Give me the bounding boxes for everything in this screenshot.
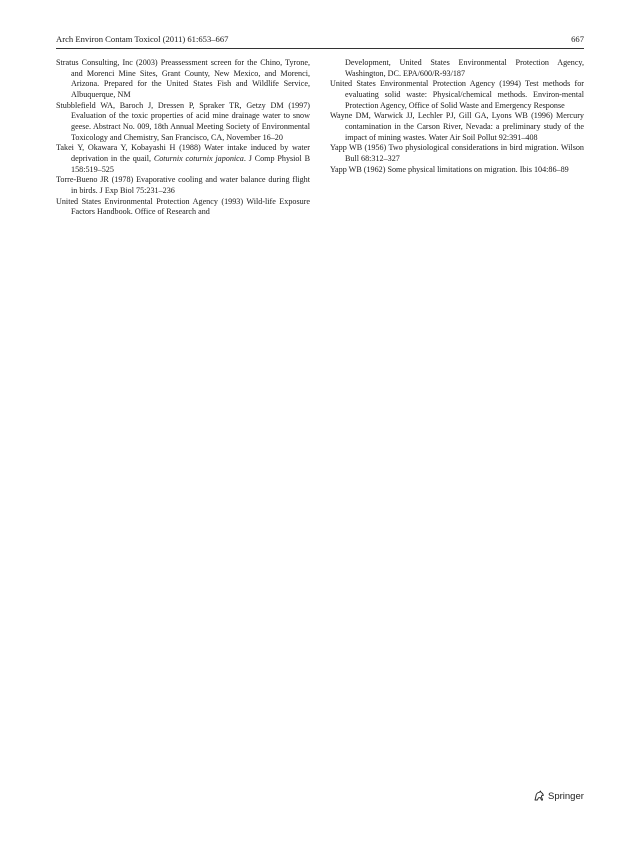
species-name: Coturnix coturnix japonica [153, 153, 244, 163]
reference-text: Takei Y, Okawara Y, Kobayashi H (1988) Water intake induced by water deprivation in the quail, [56, 143, 310, 163]
reference-entry: Wayne DM, Warwick JJ, Lechler PJ, Gill GA, Lyons WB (1996) Mercury contamination in the Carson River, Nevada: a preliminary study of the impact of mining wastes. Water Air Soil Pollut 92:391–408 [330, 111, 584, 142]
publisher-name: Springer [548, 790, 584, 802]
springer-horse-icon [533, 790, 545, 802]
header-rule [56, 48, 584, 49]
reference-entry: Stratus Consulting, Inc (2003) Preassessment screen for the Chino, Tyrone, and Morenci Mine Sites, Grant County, New Mexico, and Morenci, Arizona. Prepared for the United States Fish and Wildlife Service, Albuquerque, NM [56, 58, 310, 99]
reference-entry: United States Environmental Protection Agency (1993) Wild-life Exposure Factors Handbook. Office of Research and [56, 196, 310, 217]
reference-entry: Stubblefield WA, Baroch J, Dressen P, Spraker TR, Getzy DM (1997) Evaluation of the toxic properties of acid mine drainage water to snow geese. Abstract No. 009, 18th Annual Meeting Society of Environmental Toxicology and Chemistry, San Francisco, CA, November 16–20 [56, 100, 310, 142]
page-number: 667 [571, 34, 584, 44]
running-header [56, 32, 584, 46]
references-column-right [330, 58, 584, 175]
reference-entry-continuation: Development, United States Environmental Protection Agency, Washington, DC. EPA/600/R-93/187 [345, 58, 584, 78]
journal-citation: Arch Environ Contam Toxicol (2011) 61:653–667 [56, 34, 229, 44]
reference-entry: Torre-Bueno JR (1978) Evaporative cooling and water balance during flight in birds. J Exp Biol 75:231–236 [56, 175, 310, 195]
reference-entry [56, 143, 310, 175]
publisher-logo [533, 789, 584, 803]
reference-text: . J Comp Physiol B 158:519–525 [71, 153, 310, 174]
reference-entry: Yapp WB (1956) Two physiological considerations in bird migration. Wilson Bull 68:312–327 [330, 143, 584, 163]
reference-entry: United States Environmental Protection Agency (1994) Test methods for evaluating solid waste: Physical/chemical methods. Environ-mental Protection Agency, Office of Solid Waste and Emergency Response [330, 79, 584, 110]
reference-entry: Yapp WB (1962) Some physical limitations on migration. Ibis 104:86–89 [330, 164, 569, 174]
references-column-left [56, 58, 310, 218]
